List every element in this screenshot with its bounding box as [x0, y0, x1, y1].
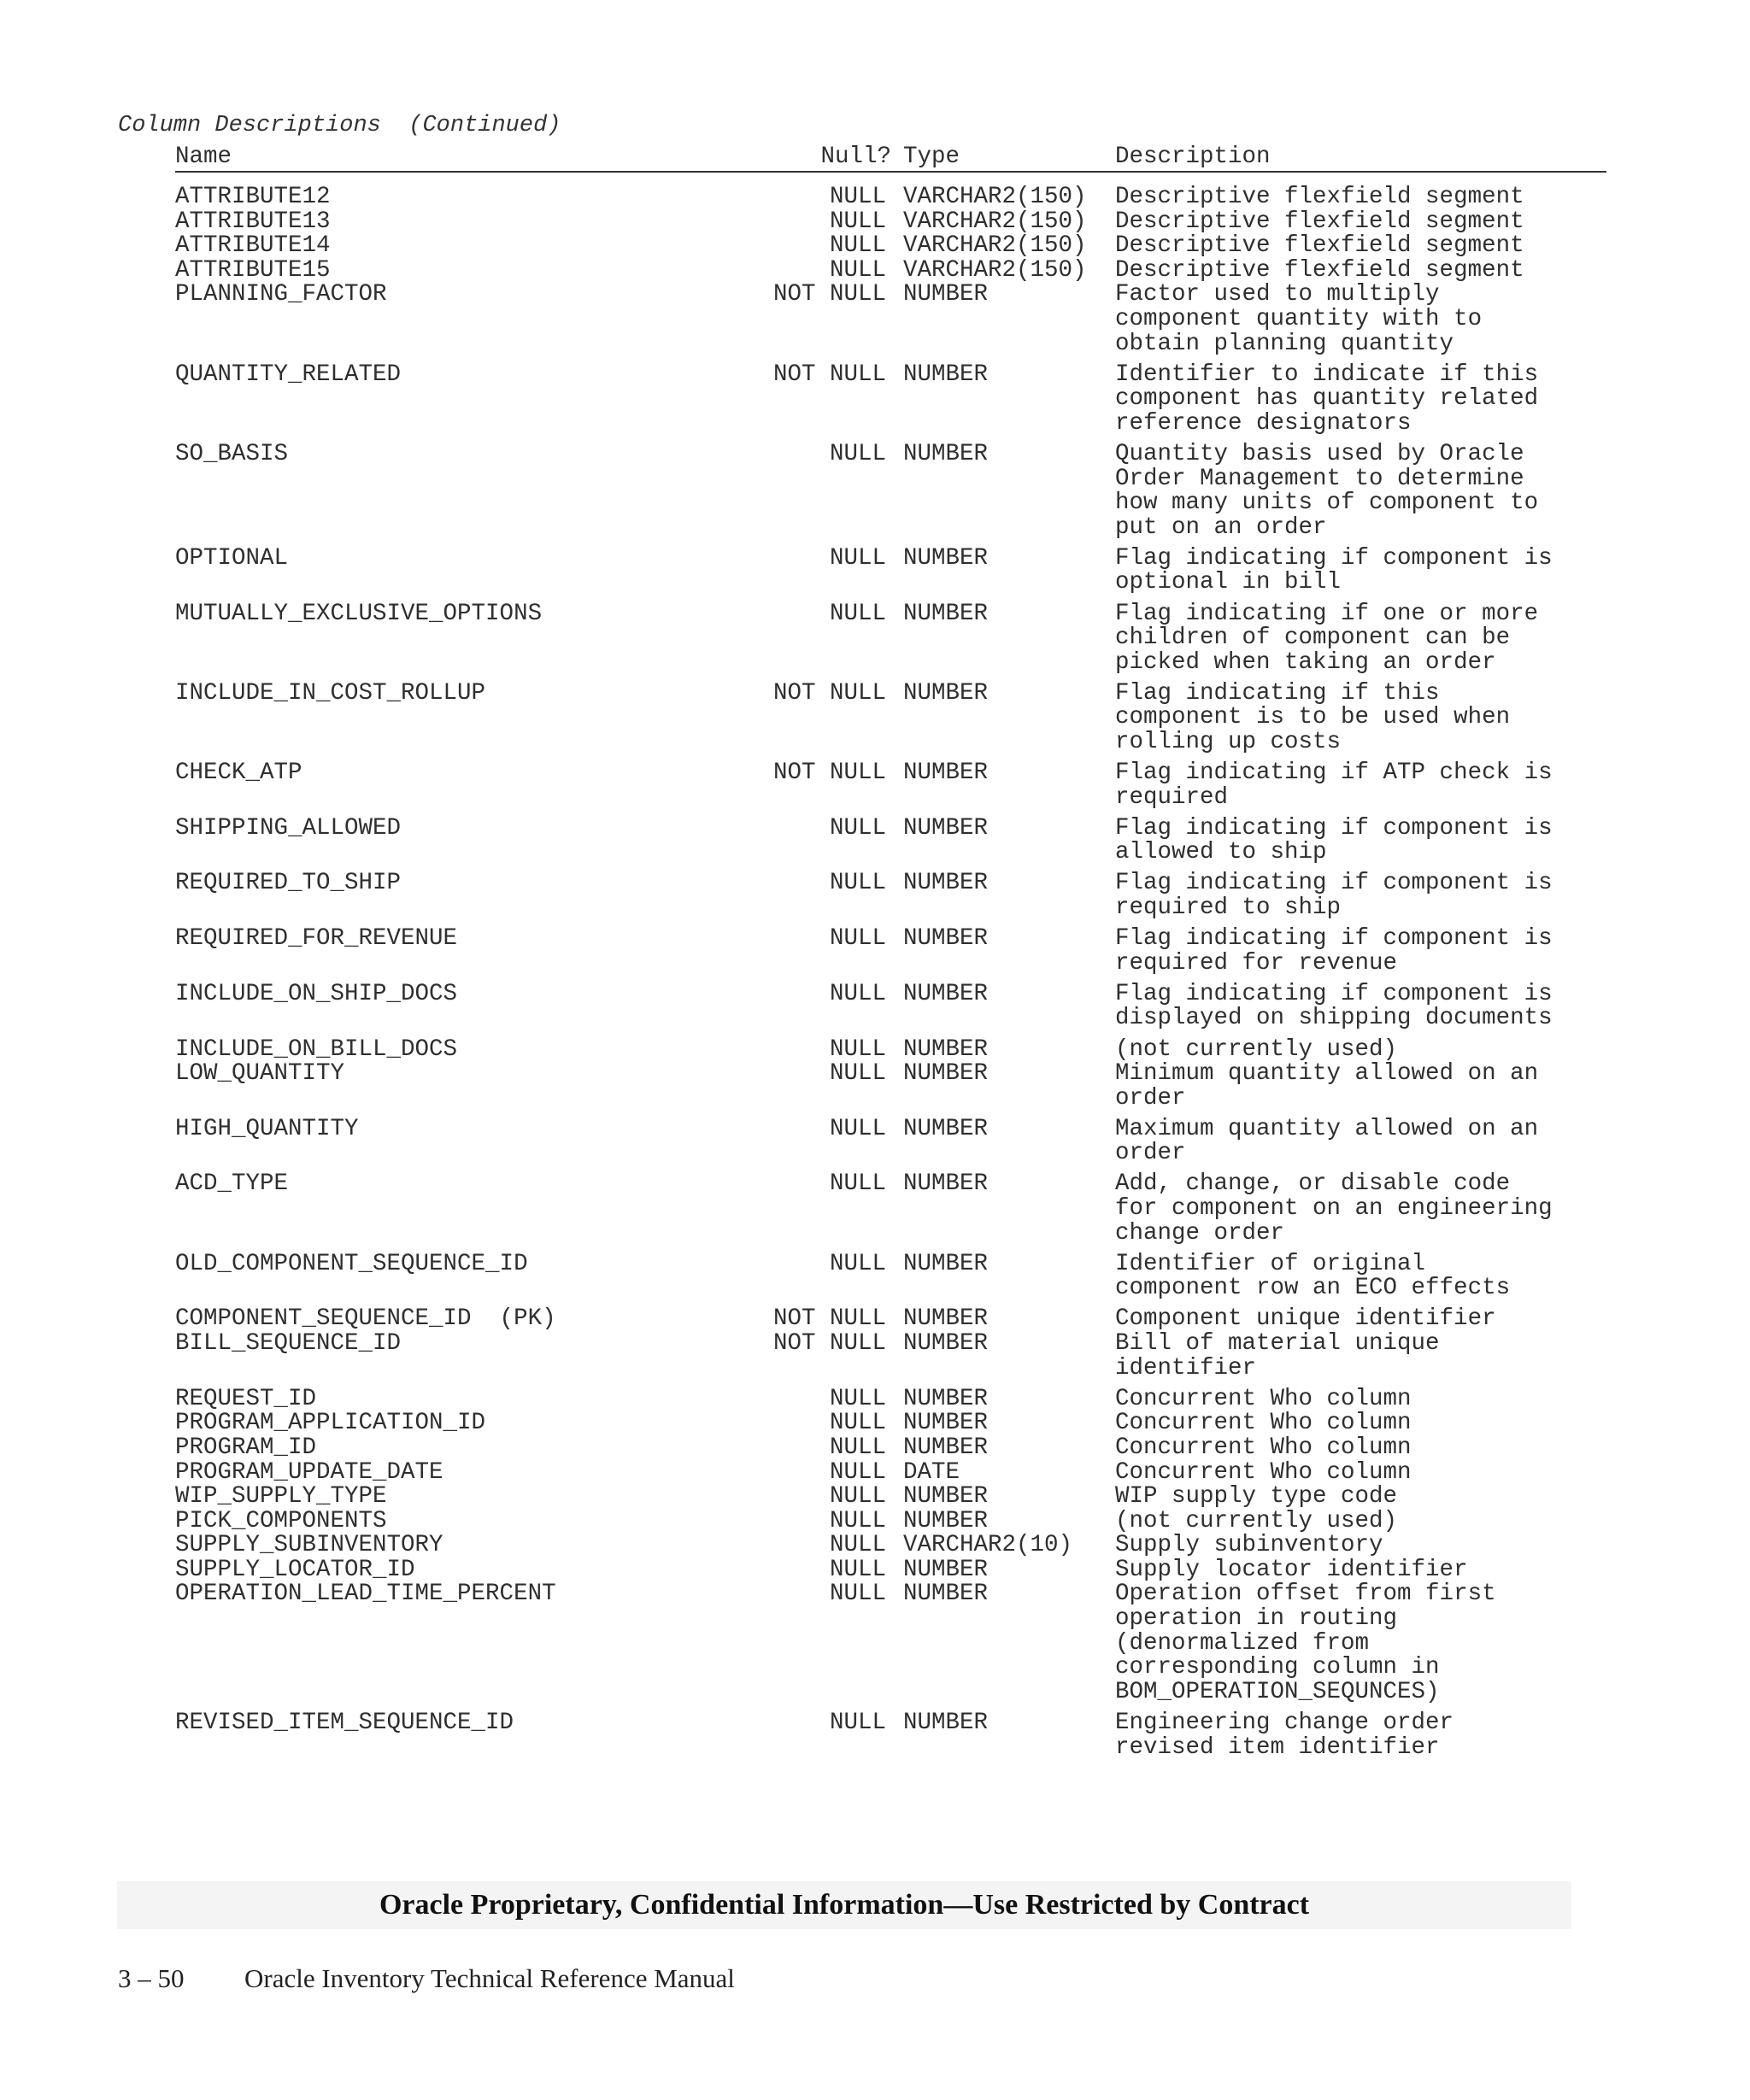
- column-description: [1115, 363, 1606, 437]
- description-line: Concurrent Who column: [1115, 1385, 1412, 1412]
- description-line: BOM_OPERATION_SEQUNCES): [1115, 1678, 1440, 1705]
- column-description: [1115, 1485, 1606, 1510]
- column-name: SO_BASIS: [175, 440, 289, 467]
- column-name: REQUEST_ID: [175, 1385, 317, 1412]
- manual-title: Oracle Inventory Technical Reference Manual: [244, 1963, 735, 1993]
- table-row: [175, 1411, 1606, 1436]
- column-descriptions-table: [175, 144, 1606, 1767]
- description-line: allowed to ship: [1115, 839, 1327, 866]
- column-name: OPTIONAL: [175, 544, 289, 572]
- description-line: Flag indicating if this: [1115, 679, 1440, 707]
- column-name: ATTRIBUTE12: [175, 184, 331, 210]
- column-name: LOW_QUANTITY: [175, 1060, 345, 1088]
- column-description: [1115, 602, 1606, 676]
- data-type: NUMBER: [903, 1483, 989, 1510]
- column-description: [1115, 1436, 1606, 1461]
- nullability: NOT NULL: [772, 760, 886, 787]
- table-row: [175, 234, 1606, 259]
- column-description: [1115, 1062, 1606, 1111]
- column-description: [1115, 1387, 1606, 1412]
- nullability: NULL: [829, 1709, 886, 1736]
- description-line: Minimum quantity allowed on an: [1115, 1060, 1539, 1088]
- data-type: NUMBER: [903, 760, 989, 787]
- description-line: Flag indicating if ATP check is: [1115, 760, 1553, 787]
- description-line: (not currently used): [1115, 1035, 1398, 1063]
- table-row: [175, 871, 1606, 920]
- section-heading: Column Descriptions (Continued): [118, 113, 561, 138]
- table-row: [175, 1172, 1606, 1246]
- description-line: Bill of material unique: [1115, 1330, 1440, 1358]
- data-type: NUMBER: [903, 1434, 989, 1461]
- description-line: Flag indicating if one or more: [1115, 600, 1539, 627]
- description-line: optional in bill: [1115, 569, 1342, 596]
- column-description: [1115, 210, 1606, 235]
- nullability: NULL: [829, 600, 886, 627]
- table-row: [175, 1558, 1606, 1583]
- nullability: NULL: [829, 232, 886, 260]
- header-type: Type: [903, 144, 960, 170]
- nullability: NOT NULL: [772, 1330, 886, 1358]
- table-row: [175, 1035, 1606, 1063]
- column-name: OLD_COMPONENT_SEQUENCE_ID: [175, 1250, 528, 1277]
- nullability: NOT NULL: [772, 281, 886, 308]
- description-line: Identifier of original: [1115, 1250, 1426, 1277]
- description-line: order: [1115, 1140, 1186, 1167]
- description-line: Flag indicating if component is: [1115, 814, 1553, 842]
- description-line: (not currently used): [1115, 1507, 1398, 1534]
- data-type: NUMBER: [903, 281, 989, 308]
- description-line: component quantity with to: [1115, 305, 1483, 332]
- description-line: order: [1115, 1084, 1186, 1112]
- column-name: HIGH_QUANTITY: [175, 1115, 359, 1142]
- column-name: ATTRIBUTE14: [175, 232, 331, 260]
- column-name: INCLUDE_ON_SHIP_DOCS: [175, 980, 458, 1007]
- column-description: [1115, 1172, 1606, 1246]
- description-line: WIP supply type code: [1115, 1483, 1398, 1510]
- nullability: NULL: [829, 1385, 886, 1412]
- column-name: COMPONENT_SEQUENCE_ID (PK): [175, 1305, 556, 1333]
- data-type: NUMBER: [903, 1115, 989, 1142]
- column-description: [1115, 1117, 1606, 1166]
- description-line: (denormalized from: [1115, 1629, 1370, 1657]
- table-row: [175, 185, 1606, 210]
- nullability: NULL: [829, 440, 886, 467]
- nullability: NULL: [829, 1170, 886, 1198]
- data-type: NUMBER: [903, 1556, 989, 1583]
- column-name: REVISED_ITEM_SEQUENCE_ID: [175, 1709, 514, 1736]
- column-description: [1115, 980, 1606, 1032]
- nullability: NULL: [829, 1532, 886, 1559]
- description-line: component has quantity related: [1115, 385, 1539, 413]
- description-line: Factor used to multiply: [1115, 281, 1440, 308]
- column-description: [1115, 814, 1606, 866]
- data-type: VARCHAR2(150): [903, 184, 1087, 210]
- description-line: Flag indicating if component is: [1115, 544, 1553, 572]
- data-type: NUMBER: [903, 544, 989, 572]
- description-line: component is to be used when: [1115, 704, 1511, 731]
- description-line: Identifier to indicate if this: [1115, 361, 1539, 388]
- data-type: NUMBER: [903, 1410, 989, 1437]
- data-type: NUMBER: [903, 814, 989, 842]
- description-line: Operation offset from first: [1115, 1581, 1496, 1608]
- nullability: NULL: [829, 1507, 886, 1534]
- data-type: DATE: [903, 1458, 960, 1486]
- description-line: displayed on shipping documents: [1115, 1005, 1553, 1032]
- description-line: Quantity basis used by Oracle: [1115, 440, 1524, 467]
- nullability: NULL: [829, 1458, 886, 1486]
- table-row: [175, 210, 1606, 235]
- description-line: corresponding column in: [1115, 1654, 1440, 1681]
- table-row: [175, 1062, 1606, 1111]
- column-name: PROGRAM_UPDATE_DATE: [175, 1458, 443, 1486]
- description-line: put on an order: [1115, 513, 1327, 541]
- column-name: ACD_TYPE: [175, 1170, 289, 1198]
- nullability: NULL: [829, 544, 886, 572]
- nullability: NULL: [829, 1115, 886, 1142]
- description-line: picked when taking an order: [1115, 648, 1496, 676]
- column-description: [1115, 1558, 1606, 1583]
- column-description: [1115, 1035, 1606, 1063]
- nullability: NULL: [829, 980, 886, 1007]
- header-description: Description: [1115, 144, 1271, 170]
- description-line: Supply locator identifier: [1115, 1556, 1468, 1583]
- table-row: [175, 980, 1606, 1032]
- column-description: [1115, 1507, 1606, 1534]
- column-name: PROGRAM_ID: [175, 1434, 317, 1461]
- nullability: NULL: [829, 1035, 886, 1063]
- description-line: Descriptive flexfield segment: [1115, 208, 1524, 235]
- column-description: [1115, 544, 1606, 596]
- description-line: Maximum quantity allowed on an: [1115, 1115, 1539, 1142]
- confidentiality-banner: Oracle Proprietary, Confidential Information––Use Restricted by Contract: [117, 1881, 1571, 1929]
- nullability: NULL: [829, 1556, 886, 1583]
- data-type: NUMBER: [903, 1250, 989, 1277]
- table-row: [175, 1507, 1606, 1534]
- column-description: [1115, 185, 1606, 210]
- nullability: NULL: [829, 208, 886, 235]
- description-line: Flag indicating if component is: [1115, 925, 1553, 953]
- description-line: children of component can be: [1115, 625, 1511, 652]
- data-type: NUMBER: [903, 361, 989, 388]
- column-name: QUANTITY_RELATED: [175, 361, 402, 388]
- nullability: NULL: [829, 1434, 886, 1461]
- data-type: NUMBER: [903, 1330, 989, 1358]
- column-description: [1115, 1252, 1606, 1301]
- nullability: NOT NULL: [772, 1305, 886, 1333]
- column-name: ATTRIBUTE13: [175, 208, 331, 235]
- column-name: REQUIRED_TO_SHIP: [175, 870, 402, 897]
- data-type: VARCHAR2(150): [903, 256, 1087, 284]
- data-type: NUMBER: [903, 1060, 989, 1088]
- nullability: NULL: [829, 1250, 886, 1277]
- table-row: [175, 1252, 1606, 1301]
- table-row: [175, 1534, 1606, 1558]
- table-row: [175, 602, 1606, 676]
- column-name: MUTUALLY_EXCLUSIVE_OPTIONS: [175, 600, 543, 627]
- column-name: ATTRIBUTE15: [175, 256, 331, 284]
- data-type: NUMBER: [903, 1170, 989, 1198]
- column-description: [1115, 1582, 1606, 1704]
- table-row: [175, 1117, 1606, 1166]
- description-line: how many units of component to: [1115, 490, 1539, 517]
- table-row: [175, 256, 1606, 284]
- table-row: [175, 927, 1606, 976]
- description-line: Order Management to determine: [1115, 465, 1524, 492]
- column-name: SUPPLY_LOCATOR_ID: [175, 1556, 415, 1583]
- nullability: NULL: [829, 256, 886, 284]
- nullability: NOT NULL: [772, 679, 886, 707]
- column-description: [1115, 1534, 1606, 1558]
- data-type: NUMBER: [903, 870, 989, 897]
- table-row: [175, 1711, 1606, 1760]
- data-type: NUMBER: [903, 600, 989, 627]
- column-name: SHIPPING_ALLOWED: [175, 814, 402, 842]
- header-null: Null?: [820, 144, 891, 170]
- description-line: rolling up costs: [1115, 728, 1342, 755]
- description-line: Engineering change order: [1115, 1709, 1454, 1736]
- column-name: INCLUDE_ON_BILL_DOCS: [175, 1035, 458, 1063]
- data-type: NUMBER: [903, 1305, 989, 1333]
- table-header: [175, 144, 1606, 173]
- column-description: [1115, 283, 1606, 356]
- page-number: 3 – 50: [118, 1963, 185, 1993]
- column-name: WIP_SUPPLY_TYPE: [175, 1483, 387, 1510]
- data-type: NUMBER: [903, 1709, 989, 1736]
- column-description: [1115, 440, 1606, 541]
- description-line: required to ship: [1115, 895, 1342, 922]
- column-description: [1115, 927, 1606, 976]
- description-line: reference designators: [1115, 409, 1412, 437]
- column-description: [1115, 234, 1606, 259]
- description-line: required for revenue: [1115, 949, 1398, 977]
- table-row: [175, 1458, 1606, 1486]
- table-row: [175, 679, 1606, 755]
- column-description: [1115, 761, 1606, 810]
- nullability: NOT NULL: [772, 361, 886, 388]
- description-line: obtain planning quantity: [1115, 330, 1454, 357]
- description-line: Supply subinventory: [1115, 1532, 1383, 1559]
- nullability: NULL: [829, 925, 886, 953]
- nullability: NULL: [829, 1581, 886, 1608]
- column-description: [1115, 256, 1606, 284]
- data-type: NUMBER: [903, 925, 989, 953]
- description-line: Flag indicating if component is: [1115, 980, 1553, 1007]
- data-type: NUMBER: [903, 1581, 989, 1608]
- column-description: [1115, 1411, 1606, 1436]
- table-row: [175, 544, 1606, 596]
- data-type: NUMBER: [903, 1385, 989, 1412]
- data-type: NUMBER: [903, 679, 989, 707]
- column-name: INCLUDE_IN_COST_ROLLUP: [175, 679, 486, 707]
- description-line: identifier: [1115, 1354, 1257, 1381]
- data-type: NUMBER: [903, 980, 989, 1007]
- table-row: [175, 1307, 1606, 1332]
- description-line: for component on an engineering: [1115, 1195, 1553, 1223]
- data-type: NUMBER: [903, 440, 989, 467]
- description-line: Component unique identifier: [1115, 1305, 1496, 1333]
- table-row: [175, 363, 1606, 437]
- data-type: NUMBER: [903, 1507, 989, 1534]
- column-name: BILL_SEQUENCE_ID: [175, 1330, 402, 1358]
- nullability: NULL: [829, 184, 886, 210]
- description-line: Concurrent Who column: [1115, 1410, 1412, 1437]
- column-description: [1115, 1711, 1606, 1760]
- column-description: [1115, 871, 1606, 920]
- column-name: PLANNING_FACTOR: [175, 281, 387, 308]
- description-line: Descriptive flexfield segment: [1115, 232, 1524, 260]
- data-type: VARCHAR2(150): [903, 232, 1087, 260]
- table-row: [175, 761, 1606, 810]
- column-name: PROGRAM_APPLICATION_ID: [175, 1410, 486, 1437]
- description-line: Descriptive flexfield segment: [1115, 256, 1524, 284]
- description-line: change order: [1115, 1219, 1285, 1247]
- column-name: SUPPLY_SUBINVENTORY: [175, 1532, 443, 1559]
- description-line: required: [1115, 783, 1229, 811]
- table-row: [175, 1436, 1606, 1461]
- column-name: CHECK_ATP: [175, 760, 302, 787]
- table-row: [175, 1485, 1606, 1510]
- data-type: NUMBER: [903, 1035, 989, 1063]
- column-description: [1115, 1307, 1606, 1332]
- table-row: [175, 814, 1606, 866]
- nullability: NULL: [829, 1060, 886, 1088]
- table-row: [175, 1582, 1606, 1704]
- data-type: VARCHAR2(10): [903, 1532, 1073, 1559]
- table-row: [175, 1387, 1606, 1412]
- column-description: [1115, 1458, 1606, 1486]
- table-row: [175, 283, 1606, 356]
- description-line: component row an ECO effects: [1115, 1275, 1511, 1302]
- header-name: Name: [175, 144, 232, 170]
- column-description: [1115, 1332, 1606, 1381]
- nullability: NULL: [829, 814, 886, 842]
- column-name: PICK_COMPONENTS: [175, 1507, 387, 1534]
- table-row: [175, 1332, 1606, 1381]
- table-row: [175, 440, 1606, 541]
- description-line: Concurrent Who column: [1115, 1458, 1412, 1486]
- nullability: NULL: [829, 1410, 886, 1437]
- description-line: operation in routing: [1115, 1605, 1398, 1633]
- description-line: Concurrent Who column: [1115, 1434, 1412, 1461]
- data-type: VARCHAR2(150): [903, 208, 1087, 235]
- column-description: [1115, 679, 1606, 755]
- column-name: OPERATION_LEAD_TIME_PERCENT: [175, 1581, 556, 1608]
- description-line: Descriptive flexfield segment: [1115, 184, 1524, 210]
- column-name: REQUIRED_FOR_REVENUE: [175, 925, 458, 953]
- description-line: revised item identifier: [1115, 1733, 1440, 1761]
- description-line: Flag indicating if component is: [1115, 870, 1553, 897]
- table-body: [175, 173, 1606, 1760]
- description-line: Add, change, or disable code: [1115, 1170, 1511, 1198]
- page-footer: [118, 1963, 735, 1994]
- nullability: NULL: [829, 870, 886, 897]
- nullability: NULL: [829, 1483, 886, 1510]
